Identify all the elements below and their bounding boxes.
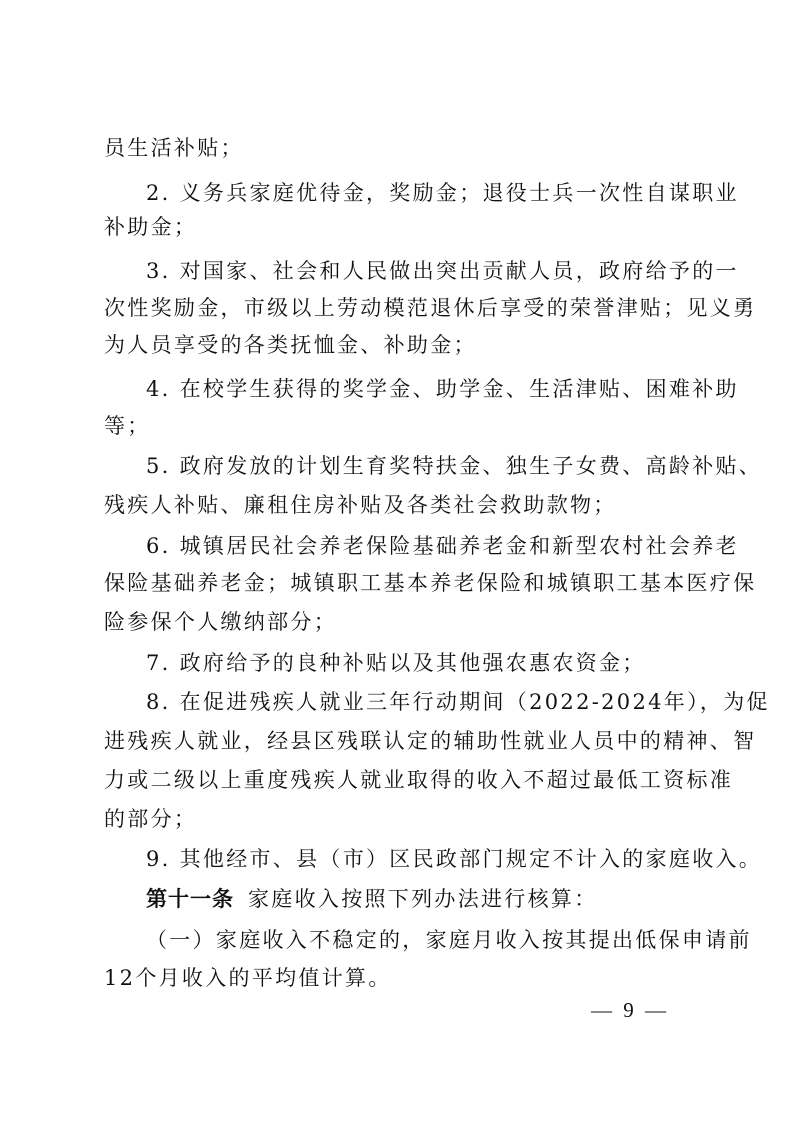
- text-line: 进残疾人就业，经县区残联认定的辅助性就业人员中的精神、智: [104, 729, 757, 753]
- list-item-3: 3. 对国家、社会和人民做出突出贡献人员，政府给予的一: [146, 259, 739, 283]
- list-item-8: 8. 在促进残疾人就业三年行动期间（2022-2024年），为促: [146, 690, 770, 714]
- list-item-6: 6. 城镇居民社会养老保险基础养老金和新型农村社会养老: [146, 534, 739, 558]
- article-line: [146, 884, 706, 914]
- text-line: 次性奖励金，市级以上劳动模范退休后享受的荣誉津贴；见义勇: [104, 296, 757, 320]
- list-item-9: 9. 其他经市、县（市）区民政部门规定不计入的家庭收入。: [146, 847, 763, 871]
- text-line: 为人员享受的各类抚恤金、补助金；: [104, 333, 477, 357]
- text-line: 保险基础养老金；城镇职工基本养老保险和城镇职工基本医疗保: [104, 571, 757, 595]
- sub-item-1: （一）家庭收入不稳定的，家庭月收入按其提出低保申请前: [146, 928, 752, 952]
- text-line: 残疾人补贴、廉租住房补贴及各类社会救助款物；: [104, 493, 617, 517]
- text-line: 的部分；: [104, 807, 198, 831]
- text-line: 等；: [104, 414, 151, 438]
- text-line: 险参保个人缴纳部分；: [104, 610, 337, 634]
- list-item-7: 7. 政府给予的良种补贴以及其他强农惠农资金；: [146, 651, 646, 675]
- text-line: 员生活补贴；: [104, 136, 244, 160]
- article-heading: 第十一条: [146, 887, 234, 911]
- article-text: 家庭收入按照下列办法进行核算：: [248, 887, 598, 911]
- list-item-4: 4. 在校学生获得的奖学金、助学金、生活津贴、困难补助: [146, 377, 739, 401]
- text-line: 12个月收入的平均值计算。: [104, 966, 392, 990]
- text-line: 力或二级以上重度残疾人就业取得的收入不超过最低工资标准: [104, 768, 734, 792]
- page-number: — 9 —: [591, 998, 669, 1022]
- list-item-5: 5. 政府发放的计划生育奖特扶金、独生子女费、高龄补贴、: [146, 454, 763, 478]
- text-line: 补助金；: [104, 215, 198, 239]
- list-item-2: 2. 义务兵家庭优待金，奖励金；退役士兵一次性自谋职业: [146, 181, 739, 205]
